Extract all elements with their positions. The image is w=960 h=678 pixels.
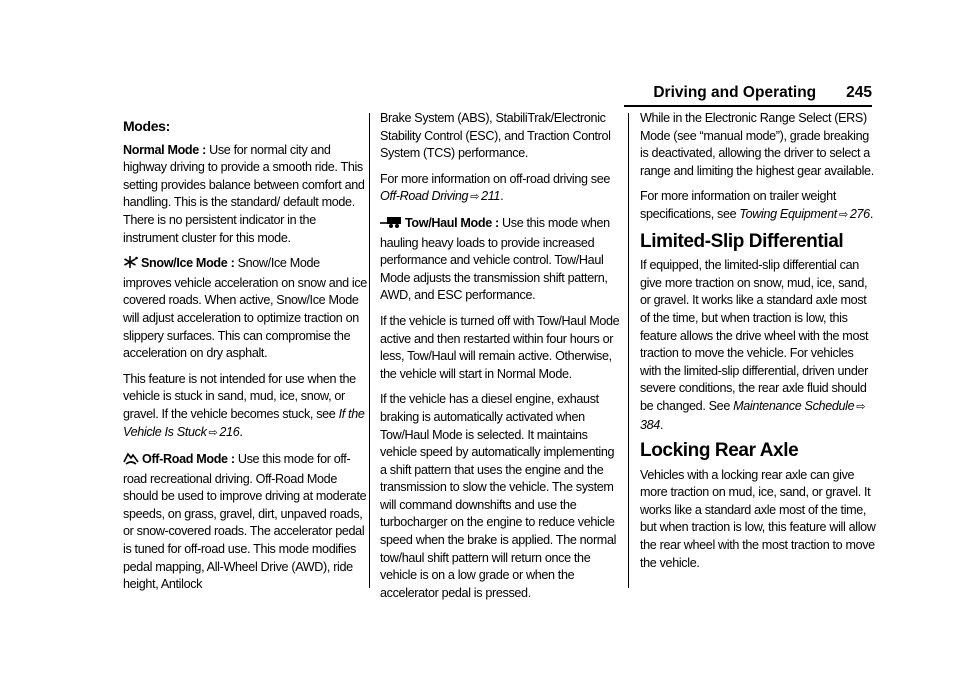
- normal-mode-term: Normal Mode :: [123, 142, 206, 157]
- stuck-paragraph: [123, 371, 368, 442]
- off-road-icon: [123, 450, 139, 471]
- tow-off-paragraph: If the vehicle is turned off with Tow/Haul Mode active and then restarted within four hours or less, Tow/Haul will remain active. Otherwise, the vehicle will start in Normal Mode.: [380, 313, 620, 381]
- stuck-end: .: [239, 424, 243, 439]
- column-1: [123, 118, 368, 602]
- abs-continuation: Brake System (ABS), StabiliTrak/Electronic Stability Control (ESC), and Traction Control System (TCS) performance.: [380, 111, 611, 161]
- lra-heading: Locking Rear Axle: [640, 440, 799, 462]
- offroad-more-paragraph: [380, 171, 620, 207]
- page-arrow-icon: ⇨: [856, 400, 866, 413]
- tow-haul-icon: [380, 216, 402, 235]
- stuck-text: This feature is not intended for use when the vehicle is stuck in sand, mud, ice, snow, or gravel. If the vehicle becomes stuck, see: [123, 371, 356, 421]
- header-rule: [624, 105, 872, 107]
- offroad-mode-text: Use this mode for off-road recreational driving. Off-Road Mode should be used to improve driving at moderate speeds, on grass, gravel, dirt, unpaved roads, or snow-covered roads. The accelerator pedal is tuned for off-road use. This mode modifies pedal mapping, All-Wheel Drive (AWD), ride height, Antilock: [123, 452, 367, 592]
- towing-page[interactable]: 276: [849, 206, 870, 221]
- page-number: 245: [846, 84, 872, 101]
- section-title: Driving and Operating: [653, 84, 817, 101]
- lsd-paragraph: [640, 257, 876, 434]
- snow-mode-term: Snow/Ice Mode :: [141, 256, 235, 271]
- snow-mode-text: Snow/Ice Mode improves vehicle acceleration on snow and ice covered roads. When active, Snow/Ice Mode will adjust acceleration to optimize traction on slippery surfaces. This can compromise the acceleration on dry asphalt.: [123, 256, 367, 361]
- snow-mode-paragraph: [123, 255, 368, 363]
- tow-mode-paragraph: [380, 215, 620, 305]
- tow-mode-term: Tow/Haul Mode :: [405, 215, 499, 230]
- lsd-heading: Limited-Slip Differential: [640, 230, 844, 252]
- stuck-page[interactable]: 216: [219, 424, 240, 439]
- offroad-page[interactable]: 211: [481, 189, 501, 204]
- offroad-mode-paragraph: [123, 450, 368, 594]
- tow-mode-text: Use this mode when hauling heavy loads to provide increased performance and vehicle control. Tow/Haul Mode adjusts the transmission shift pattern, AWD, and ESC performance.: [380, 215, 610, 303]
- snowflake-icon: [123, 255, 138, 275]
- lra-paragraph: Vehicles with a locking rear axle can give more traction on mud, ice, sand, or gravel. It works like a standard axle most of the time, but when traction is low, this feature will allow the rear wheel with the most traction to move the vehicle.: [640, 467, 876, 570]
- offroad-mode-term: Off-Road Mode :: [142, 452, 235, 467]
- normal-mode-text: Use for normal city and highway driving to provide a smooth ride. This setting provides balance between comfort and handling. This is the standard/ default mode. There is no persistent indicator in the instrument cluster for this mode.: [123, 142, 365, 245]
- towing-xref[interactable]: Towing Equipment: [739, 206, 837, 221]
- offroad-more-text: For more information on off-road driving see: [380, 171, 611, 186]
- maintenance-xref[interactable]: Maintenance Schedule: [733, 398, 855, 413]
- stuck-xref[interactable]: If the Vehicle Is Stuck: [123, 406, 365, 439]
- column-divider-1: [369, 113, 370, 588]
- offroad-xref[interactable]: Off-Road Driving: [380, 189, 469, 204]
- trailer-text: For more information on trailer weight specifications, see: [640, 189, 836, 221]
- column-3: [640, 110, 876, 580]
- ers-paragraph: While in the Electronic Range Select (ERS) Mode (see “manual mode”), grade breaking is deactivated, allowing the driver to select a range and limiting the highest gear available.: [640, 111, 874, 178]
- lsd-end: .: [659, 417, 664, 432]
- offroad-more-end: .: [500, 189, 504, 204]
- column-2: [380, 110, 620, 610]
- trailer-end: .: [869, 206, 873, 221]
- maintenance-page[interactable]: 384: [640, 417, 660, 432]
- normal-mode-paragraph: [123, 142, 368, 248]
- modes-heading: Modes:: [123, 118, 170, 134]
- page-arrow-icon: ⇨: [838, 208, 848, 221]
- diesel-paragraph: If the vehicle has a diesel engine, exhaust braking is automatically activated when Tow/Haul Mode is selected. It maintains vehicle speed by automatically implementing a shift pattern that uses the engine and the transmission to slow the vehicle. The system will command downshifts and use the turbocharger on the engine to reduce vehicle speed when the brake is applied. The normal tow/haul shift pattern will return once the vehicle is on a low grade or when the accelerator pedal is pressed.: [380, 392, 617, 600]
- page-arrow-icon: ⇨: [208, 426, 218, 439]
- column-divider-2: [628, 113, 629, 588]
- lsd-text: If equipped, the limited-slip differential can give more traction on snow, mud, ice, sand, or gravel. It works like a standard axle most of the time, but when traction is low, this feature allows the drive wheel with the most traction to move the vehicle. For vehicles with the limited-slip differential, driven under severe conditions, the rear axle fluid should be changed. See: [640, 258, 869, 413]
- page-arrow-icon: ⇨: [470, 191, 480, 204]
- trailer-paragraph: [640, 188, 876, 224]
